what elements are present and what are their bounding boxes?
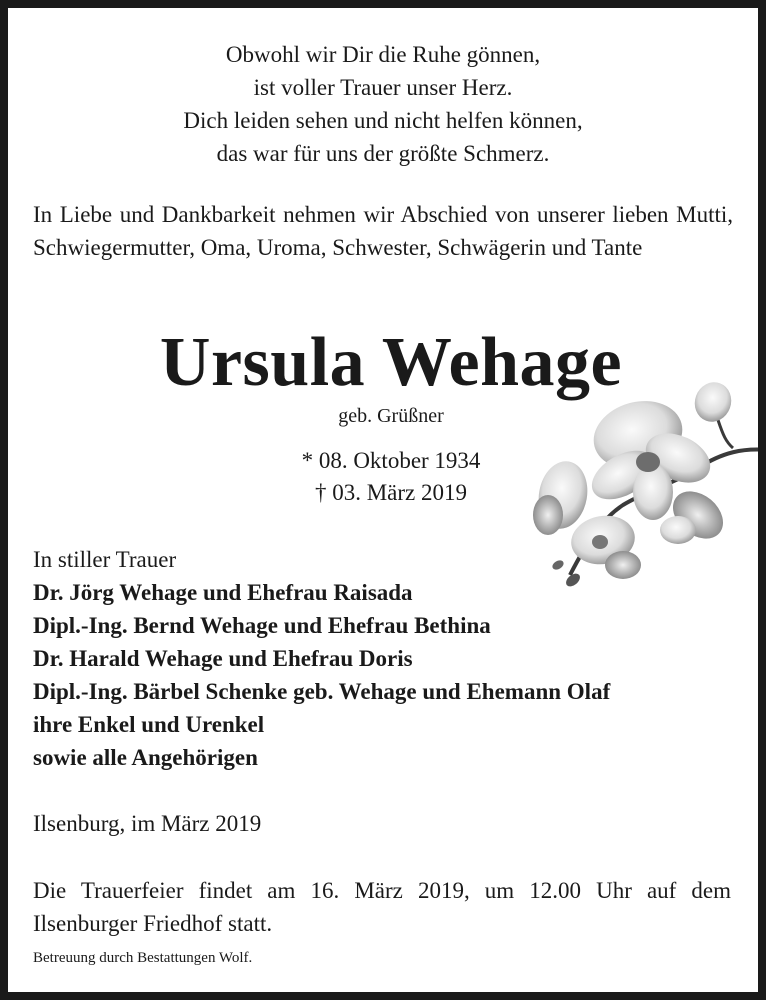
death-date: † 03. März 2019: [314, 480, 468, 505]
poem-line: Obwohl wir Dir die Ruhe gönnen,: [225, 42, 541, 67]
mourner-line: Dr. Harald Wehage und Ehefrau Doris: [33, 646, 413, 671]
mourner-line: Dr. Jörg Wehage und Ehefrau Raisada: [33, 580, 413, 605]
mourner-line: sowie alle Angehörigen: [33, 745, 258, 770]
deceased-name: Ursula Wehage: [159, 324, 623, 401]
poem-line: ist voller Trauer unser Herz.: [253, 75, 513, 100]
poem-line: das war für uns der größte Schmerz.: [216, 141, 550, 166]
mourner-line: Dipl.-Ing. Bernd Wehage und Ehefrau Bethina: [33, 613, 491, 638]
funeral-service-credit: Betreuung durch Bestattungen Wolf.: [33, 950, 253, 966]
mourners-heading: In stiller Trauer: [33, 547, 177, 572]
funeral-info: Die Trauerfeier findet am 16. März 2019, um 12.00 Uhr auf dem Ilsenburger Friedhof statt.: [33, 878, 731, 936]
intro-text: In Liebe und Dankbarkeit nehmen wir Abschied von unserer lieben Mutti, Schwiegermutter, Oma, Uroma, Schwester, Schwägerin und Tante: [33, 202, 733, 260]
mourners-list: [33, 543, 753, 774]
maiden-name: geb. Grüßner: [338, 405, 444, 427]
poem-line: Dich leiden sehen und nicht helfen können,: [183, 108, 583, 133]
poem: [8, 38, 758, 170]
place-date: Ilsenburg, im März 2019: [33, 811, 262, 836]
mourner-line: Dipl.-Ing. Bärbel Schenke geb. Wehage und Ehemann Olaf: [33, 679, 611, 704]
birth-date: * 08. Oktober 1934: [301, 448, 481, 473]
mourner-line: ihre Enkel und Urenkel: [33, 712, 265, 737]
